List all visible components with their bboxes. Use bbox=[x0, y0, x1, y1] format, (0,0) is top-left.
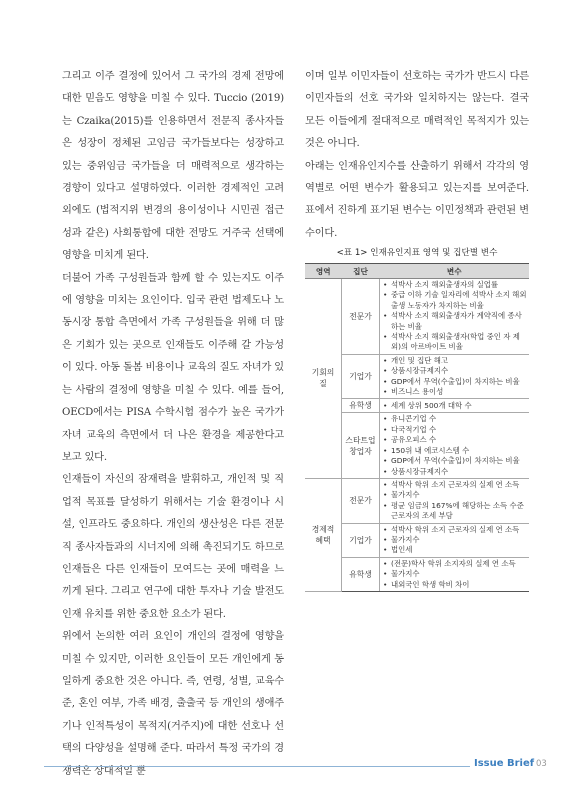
variable-list bbox=[382, 280, 527, 353]
area-cell: 경제적 혜택 bbox=[305, 478, 342, 591]
left-column bbox=[62, 66, 284, 783]
variables-cell bbox=[380, 399, 530, 413]
header-variables: 변수 bbox=[380, 264, 530, 279]
variable-list bbox=[382, 480, 527, 522]
variable-item: • 상품시장규제지수 bbox=[382, 467, 527, 477]
variable-item: • 석박사 학위 소지 근로자의 실제 연 소득 bbox=[382, 525, 527, 535]
header-area: 영역 bbox=[305, 264, 342, 279]
variable-item: • 비즈니스 용이성 bbox=[382, 387, 527, 397]
variable-item: • 세계 상위 500개 대학 수 bbox=[382, 401, 527, 411]
paragraph: 인재들이 자신의 잠재력을 발휘하고, 개인적 및 직업적 목표를 달성하기 위해서는 기술 환경이나 시설, 인프라도 중요하다. 개인의 생산성은 다른 전문직 종사자들과의 시너지에 의해 촉진되기도 하므로 인재들은 다른 인재들이 모여드는 곳에 매력을 느끼게 된다. 그리고 연구에 대한 투자나 기술 발전도 인재 유치를 위한 중요한 요소가 된다. bbox=[62, 474, 284, 620]
variable-item: • 다국적기업 수 bbox=[382, 425, 527, 435]
group-cell: 전문가 bbox=[342, 279, 380, 355]
right-column bbox=[305, 66, 529, 245]
variables-cell bbox=[380, 279, 530, 355]
group-cell: 유학생 bbox=[342, 557, 380, 591]
table-row bbox=[305, 478, 529, 523]
variables-cell bbox=[380, 478, 530, 523]
variable-item: • 150위 내 에코시스템 수 bbox=[382, 446, 527, 456]
variable-item: • (전문)학사 학위 소지자의 실제 연 소득 bbox=[382, 559, 527, 569]
group-cell: 기업가 bbox=[342, 354, 380, 399]
variable-item: • GDP에서 무역(수출입)이 차지하는 비율 bbox=[382, 377, 527, 387]
variable-item: • 내외국인 학생 학비 차이 bbox=[382, 580, 527, 590]
variables-cell bbox=[380, 557, 530, 591]
table-row bbox=[305, 279, 529, 355]
variable-item: • 석박사 소지 해외출생자가 계약직에 종사하는 비율 bbox=[382, 311, 527, 332]
variable-item: • 물가지수 bbox=[382, 490, 527, 500]
header-group: 집단 bbox=[342, 264, 380, 279]
variable-item: • 유니콘기업 수 bbox=[382, 414, 527, 424]
variable-list bbox=[382, 559, 527, 590]
variable-item: • 물가지수 bbox=[382, 535, 527, 545]
variable-item: • 상품시장규제지수 bbox=[382, 366, 527, 376]
group-cell: 유학생 bbox=[342, 399, 380, 413]
variable-item: • 개인 및 집단 해고 bbox=[382, 356, 527, 366]
variable-item: • 평균 임금의 167%에 해당하는 소득 수준 근로자의 조세 부담 bbox=[382, 501, 527, 522]
paragraph: 더불어 가족 구성원들과 함께 할 수 있는지도 이주에 영향을 미치는 요인이다. 입국 관련 법제도나 노동시장 통합 측면에서 가족 구성원들을 위해 더 많은 기회가 있는 곳으로 인재들도 이주해 갈 가능성이 있다. 아동 돌봄 비용이나 교육의 질도 자녀가 있는 사람의 결정에 영향을 미칠 수 있다. 예를 들어, OECD에서는 PISA 수학시험 점수가 높은 국가가 자녀 교육의 측면에서 더 나은 환경을 제공한다고 보고 있다. bbox=[62, 272, 284, 463]
variable-item: • 법인세 bbox=[382, 545, 527, 555]
table-header-row bbox=[305, 264, 529, 279]
variable-item: • GDP에서 무역(수출입)이 차지하는 비율 bbox=[382, 456, 527, 466]
variable-list bbox=[382, 414, 527, 476]
variables-cell bbox=[380, 354, 530, 399]
variable-item: • 물가지수 bbox=[382, 569, 527, 579]
variables-cell bbox=[380, 523, 530, 557]
page-number: 03 bbox=[536, 759, 547, 769]
variables-cell bbox=[380, 413, 530, 478]
footer-brand: Issue Brief bbox=[474, 758, 535, 769]
footer-divider bbox=[44, 766, 470, 767]
group-cell: 스타트업 창업자 bbox=[342, 413, 380, 478]
variable-item: • 석박사 소지 해외출생자(학업 중인 자 제외)의 아르바이트 비율 bbox=[382, 332, 527, 353]
area-cell: 기회의 질 bbox=[305, 279, 342, 479]
variable-item: • 공유오피스 수 bbox=[382, 435, 527, 445]
table-caption: <표 1> 인재유인지표 영역 및 집단별 변수 bbox=[336, 248, 498, 258]
variable-list bbox=[382, 401, 527, 411]
group-cell: 전문가 bbox=[342, 478, 380, 523]
variable-item: • 석박사 학위 소지 근로자의 실제 연 소득 bbox=[382, 480, 527, 490]
group-cell: 기업가 bbox=[342, 523, 380, 557]
paragraph: 그리고 이주 결정에 있어서 그 국가의 경제 전망에 대한 믿음도 영향을 미칠 수 있다. Tuccio (2019)는 Czaika(2015)를 인용하면서 전문직 종사자들은 성장이 정체된 고임금 국가들보다는 성장하고 있는 중위임금 국가들을 더 매력적으로 생각하는 경향이 있다고 설명하였다. 이러한 경제적인 고려 외에도 (법적지위 변경의 용이성이나 시민권 접근성과 같은) 사회통합에 대한 전망도 거주국 선택에 영향을 미치게 된다. bbox=[62, 71, 284, 262]
variables-table bbox=[305, 263, 529, 592]
variable-item: • 중급 이하 기술 일자리에 석박사 소지 해외출생 노동자가 차지하는 비율 bbox=[382, 290, 527, 311]
variable-list bbox=[382, 525, 527, 556]
paragraph: 위에서 논의한 여러 요인이 개인의 결정에 영향을 미칠 수 있지만, 이러한 요인들이 모든 개인에게 동일하게 중요한 것은 아니다. 즉, 연령, 성별, 교육수준, 혼인 여부, 가족 배경, 출출국 등 개인의 생애주기나 인적특성이 목적지(거주지)에 대한 선호나 선택의 다양성을 설명해 준다. 따라서 특정 국가의 경쟁력은 상대적일 뿐 bbox=[62, 631, 284, 777]
variable-list bbox=[382, 356, 527, 398]
paragraph: 이며 일부 이민자들이 선호하는 국가가 반드시 다른 이민자들의 선호 국가와 일치하지는 않는다. 결국 모든 이들에게 절대적으로 매력적인 목적지가 있는 것은 아니다. bbox=[305, 71, 529, 150]
paragraph: 아래는 인재유인지수를 산출하기 위해서 각각의 영역별로 어떤 변수가 활용되고 있는지를 보여준다. 표에서 진하게 표기된 변수는 이민정책과 관련된 변수이다. bbox=[305, 160, 529, 239]
variable-item: • 석박사 소지 해외출생자의 실업률 bbox=[382, 280, 527, 290]
